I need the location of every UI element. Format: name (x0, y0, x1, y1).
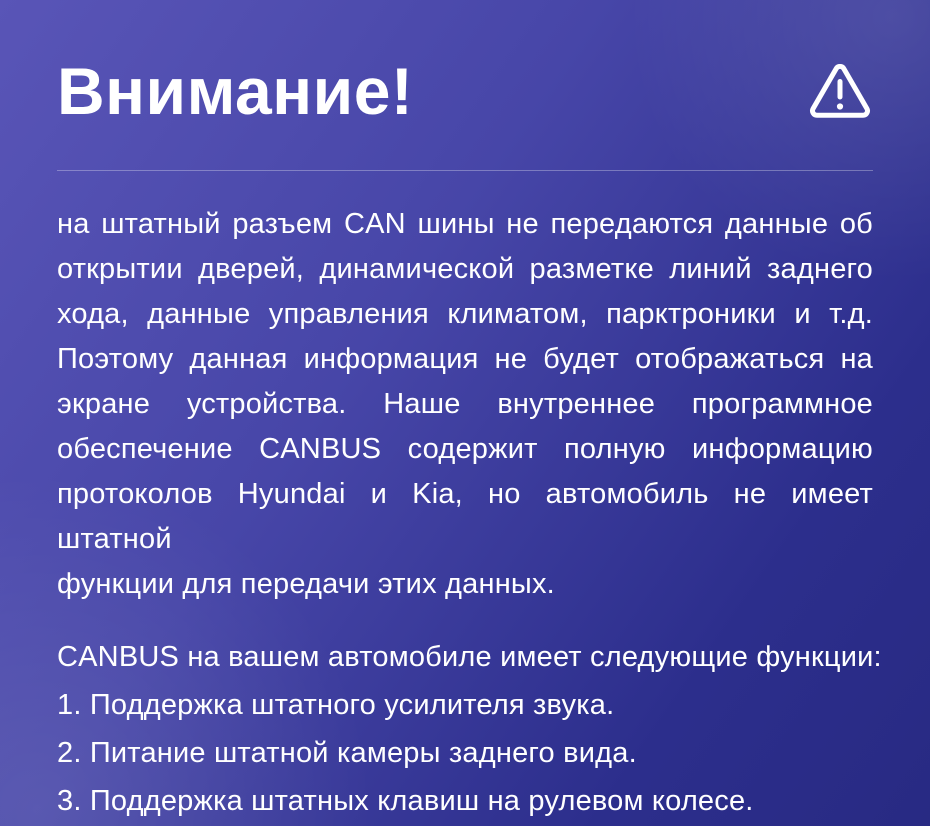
canbus-list-item: 2. Питание штатной камеры заднего вида. (57, 737, 637, 769)
paragraph-line: открытии дверей, динамической разметке линий заднего (57, 253, 873, 285)
canbus-section (57, 633, 882, 825)
page-title: Внимание! (57, 54, 414, 128)
canbus-list-item: 3. Поддержка штатных клавиш на рулевом колесе. (57, 785, 754, 817)
paragraph-line: Поэтому данная информация не будет отображаться на (57, 343, 873, 375)
divider (57, 170, 873, 171)
paragraph-line: экране устройства. Наше внутреннее программное (57, 388, 873, 420)
paragraph-line: на штатный разъем CAN шины не передаются данные об (57, 208, 873, 240)
canbus-list-item: 1. Поддержка штатного усилителя звука. (57, 689, 615, 721)
warning-paragraph (57, 202, 873, 607)
paragraph-line: обеспечение CANBUS содержит полную информацию (57, 433, 873, 465)
warning-triangle-icon (809, 64, 871, 118)
paragraph-line: хода, данные управления климатом, парктроники и т.д. (57, 298, 873, 330)
header (57, 0, 873, 128)
paragraph-line: функции для передачи этих данных. (57, 568, 555, 600)
canbus-intro: CANBUS на вашем автомобиле имеет следующие функции: (57, 641, 882, 673)
canbus-list (57, 681, 873, 825)
paragraph-line: протоколов Hyundai и Kia, но автомобиль не имеет штатной (57, 478, 873, 555)
